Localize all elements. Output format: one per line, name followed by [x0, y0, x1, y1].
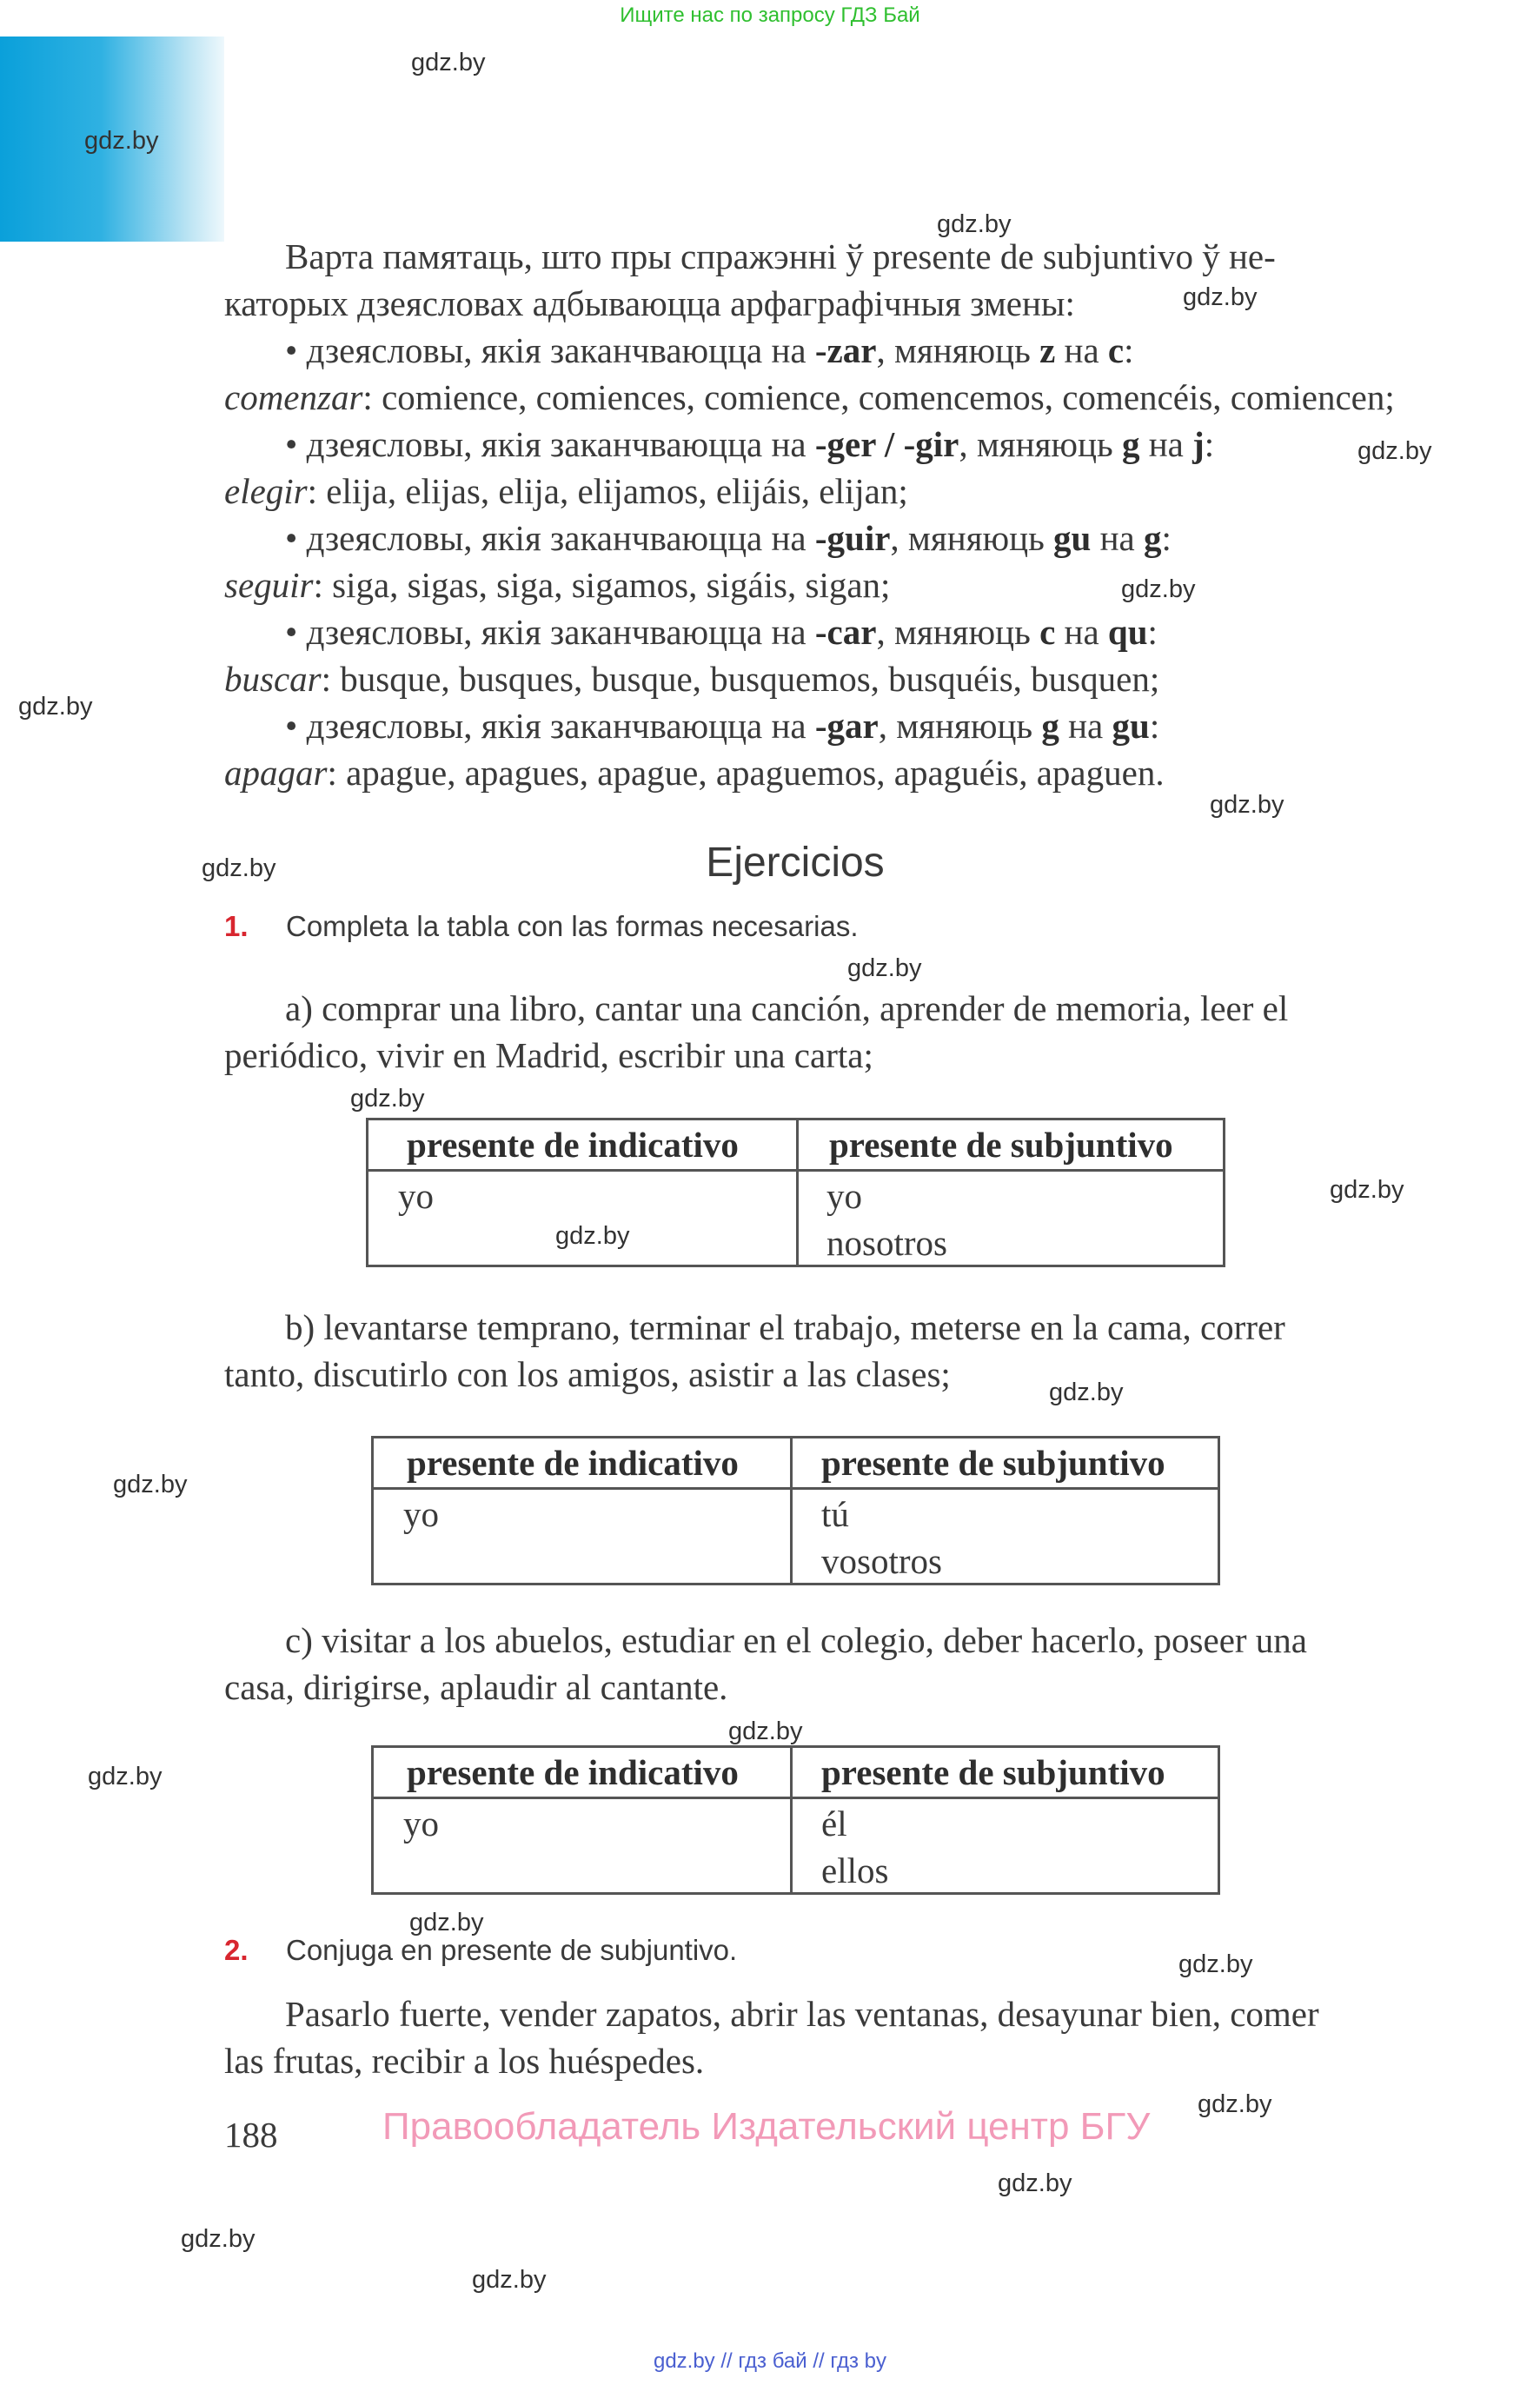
watermark: gdz.by [1121, 575, 1196, 603]
watermark: gdz.by [728, 1717, 803, 1745]
watermark: gdz.by [847, 954, 922, 982]
table-cell: yo [398, 1176, 434, 1216]
watermark: gdz.by [88, 1763, 163, 1790]
table-cell: nosotros [826, 1223, 947, 1263]
watermark: gdz.by [1198, 2090, 1272, 2118]
watermark: gdz.by [181, 2225, 256, 2253]
copyright-notice: Правообладатель Издательский центр БГУ [382, 2105, 1151, 2148]
section-heading: Ejercicios [706, 840, 885, 886]
watermark: gdz.by [84, 127, 159, 155]
exercise-number: 1. [224, 910, 249, 942]
exercise-number: 2. [224, 1934, 249, 1966]
watermark: gdz.by [555, 1222, 630, 1250]
watermark: gdz.by [1178, 1950, 1253, 1978]
table-cell: ellos [821, 1850, 889, 1890]
watermark: gdz.by [1210, 791, 1284, 819]
watermark: gdz.by [1183, 283, 1258, 311]
task-line: periódico, vivir en Madrid, escribir una carta; [224, 1035, 873, 1075]
header-indicativo: presente de indicativo [407, 1125, 739, 1165]
header-subjuntivo: presente de subjuntivo [829, 1125, 1173, 1165]
watermark: gdz.by [472, 2266, 547, 2294]
table-cell: yo [826, 1176, 862, 1216]
conjugation-table-b [371, 1436, 1220, 1585]
example-line: buscar: busque, busques, busque, busquemos, busquéis, busquen; [224, 659, 1160, 699]
page-number: 188 [224, 2115, 278, 2155]
header-indicativo: presente de indicativo [407, 1752, 739, 1792]
task-line: a) comprar una libro, cantar una canción, aprender de memoria, leer el [285, 988, 1289, 1028]
rule-line: • дзеясловы, якія заканчваюцца на -gar, мяняюць g на gu: [285, 706, 1160, 746]
watermark: gdz.by [1330, 1176, 1404, 1204]
watermark: gdz.by [998, 2169, 1072, 2197]
watermark: gdz.by [1357, 437, 1432, 465]
task-line: las frutas, recibir a los huéspedes. [224, 2041, 705, 2081]
table-cell: tú [821, 1494, 849, 1534]
rule-line: • дзеясловы, якія заканчваюцца на -car, мяняюць c на qu: [285, 612, 1158, 652]
footer-links[interactable]: gdz.by // гдз бай // гдз by [653, 2349, 887, 2373]
header-indicativo: presente de indicativo [407, 1443, 739, 1483]
task-line: tanto, discutirlo con los amigos, asistir a las clases; [224, 1354, 951, 1394]
watermark: gdz.by [411, 49, 486, 76]
task-line: b) levantarse temprano, terminar el trabajo, meterse en la cama, correr [285, 1307, 1285, 1347]
watermark: gdz.by [409, 1909, 484, 1937]
example-line: seguir: siga, sigas, siga, sigamos, sigáis, sigan; [224, 565, 891, 605]
watermark: gdz.by [937, 210, 1012, 238]
exercise-title: Completa la tabla con las formas necesarias. [286, 910, 859, 942]
watermark: gdz.by [202, 854, 276, 882]
task-line: Pasarlo fuerte, vender zapatos, abrir las ventanas, desayunar bien, comer [285, 1994, 1319, 2034]
rule-line: • дзеясловы, якія заканчваюцца на -ger / -gir, мяняюць g на j: [285, 424, 1215, 464]
header-subjuntivo: presente de subjuntivo [821, 1752, 1165, 1792]
exercise-title: Conjuga en presente de subjuntivo. [286, 1934, 738, 1966]
watermark: gdz.by [350, 1085, 425, 1113]
example-line: comenzar: comience, comiences, comience, comencemos, comencéis, comiencen; [224, 377, 1395, 417]
table-cell: yo [403, 1804, 439, 1844]
table-cell: vosotros [821, 1541, 942, 1581]
intro-line: Варта памятаць, што пры спражэнні ў presente de subjuntivo ў не- [285, 236, 1276, 276]
task-line: c) visitar a los abuelos, estudiar en el colegio, deber hacerlo, poseer una [285, 1620, 1308, 1660]
example-line: elegir: elija, elijas, elija, elijamos, elijáis, elijan; [224, 471, 908, 511]
table-cell: yo [403, 1494, 439, 1534]
top-search-link[interactable]: Ищите нас по запросу ГДЗ Бай [620, 3, 920, 27]
table-cell: él [821, 1804, 847, 1844]
watermark: gdz.by [113, 1471, 188, 1498]
conjugation-table-a [366, 1118, 1225, 1267]
rule-line: • дзеясловы, якія заканчваюцца на -guir, мяняюць gu на g: [285, 518, 1172, 558]
rule-line: • дзеясловы, якія заканчваюцца на -zar, мяняюць z на c: [285, 330, 1134, 370]
header-subjuntivo: presente de subjuntivo [821, 1443, 1165, 1483]
example-line: apagar: apague, apagues, apague, apaguemos, apaguéis, apaguen. [224, 753, 1165, 793]
task-line: casa, dirigirse, aplaudir al cantante. [224, 1667, 728, 1707]
conjugation-table-c [371, 1745, 1220, 1895]
intro-line: каторых дзеясловах адбываюцца арфаграфічныя змены: [224, 283, 1075, 323]
watermark: gdz.by [1049, 1379, 1124, 1406]
watermark: gdz.by [18, 693, 93, 721]
